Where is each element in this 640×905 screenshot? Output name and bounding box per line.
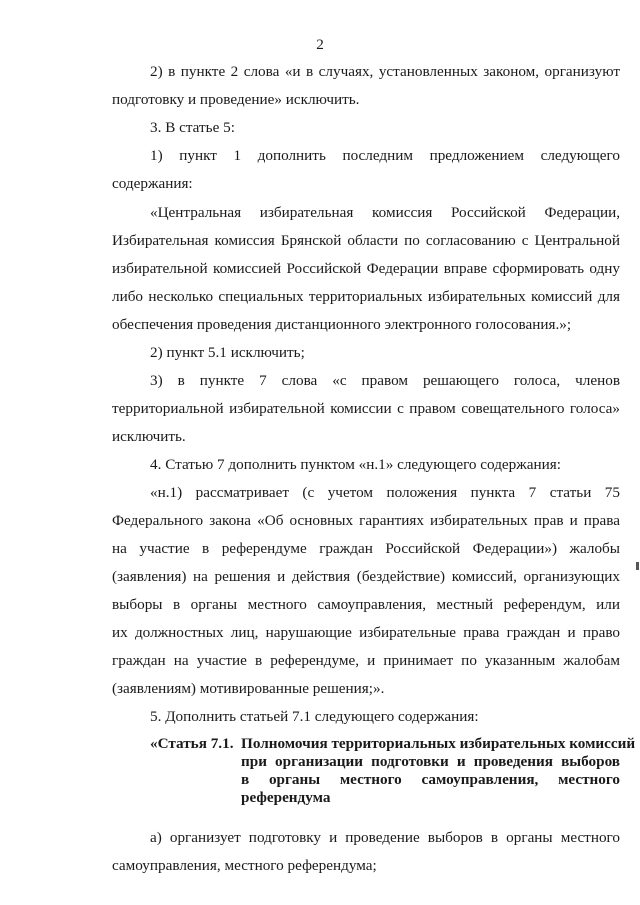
article-heading-line: при организации подготовки и проведения выборов [241,753,620,770]
paragraph-line: либо несколько специальных территориальных избирательных комиссий для [112,288,620,305]
paragraph-line: (заявлениям) мотивированные решения;». [112,680,385,697]
paragraph-line: выборы в органы местного самоуправления, местный референдум, или [112,596,620,613]
paragraph-line: Федерального закона «Об основных гарантиях избирательных прав и права [112,512,620,529]
paragraph-line: территориальной избирательной комиссии с правом совещательного голоса» [112,400,620,417]
paragraph-line: Избирательная комиссия Брянской области по согласованию с Центральной [112,232,620,249]
page-number: 2 [316,36,324,53]
paragraph-line: 2) пункт 5.1 исключить; [150,344,305,361]
paragraph-line: 1) пункт 1 дополнить последним предложением следующего [150,147,620,164]
article-heading-line: Полномочия территориальных избирательных комиссий [241,735,636,752]
paragraph-line: содержания: [112,175,193,192]
paragraph-line: «Центральная избирательная комиссия Российской Федерации, [150,204,620,221]
paragraph-line: обеспечения проведения дистанционного электронного голосования.»; [112,316,572,333]
article-heading-line: в органы местного самоуправления, местного [241,771,620,788]
article-heading-label: «Статья 7.1. [150,735,234,752]
paragraph-line: а) организует подготовку и проведение выборов в органы местного [150,829,620,846]
paragraph-line: (заявления) на решения и действия (бездействие) комиссий, организующих [112,568,620,585]
paragraph-line: 3) в пункте 7 слова «с правом решающего голоса, членов [150,372,620,389]
paragraph-line: их должностных лиц, нарушающие избирательные права граждан и право [112,624,620,641]
paragraph-line: на участие в референдуме граждан Российской Федерации») жалобы [112,540,620,557]
paragraph-line: «н.1) рассматривает (с учетом положения пункта 7 статьи 75 [150,484,620,501]
article-heading-line: референдума [241,789,331,806]
paragraph-line: подготовку и проведение» исключить. [112,91,360,108]
scan-edge-mark [636,562,639,570]
paragraph-line: 2) в пункте 2 слова «и в случаях, установленных законом, организуют [150,63,620,80]
paragraph-line: 4. Статью 7 дополнить пунктом «н.1» следующего содержания: [150,456,561,473]
paragraph-line: избирательной комиссией Российской Федерации вправе сформировать одну [112,260,620,277]
paragraph-line: граждан на участие в референдуме, и принимает по указанным жалобам [112,652,620,669]
paragraph-line: 5. Дополнить статьей 7.1 следующего содержания: [150,708,479,725]
paragraph-line: 3. В статье 5: [150,119,235,136]
paragraph-line: исключить. [112,428,186,445]
paragraph-line: самоуправления, местного референдума; [112,857,377,874]
